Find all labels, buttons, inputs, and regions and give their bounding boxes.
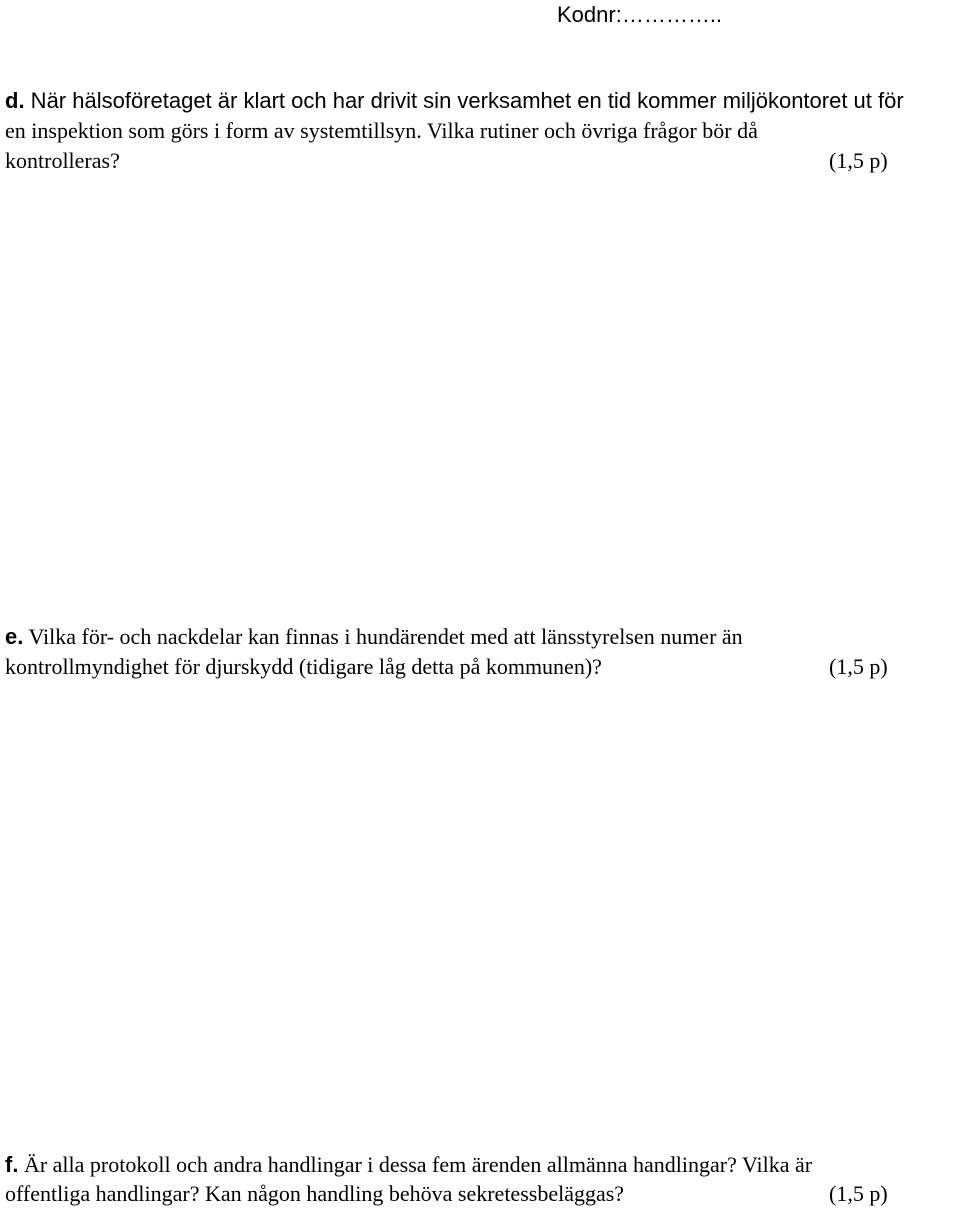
question-d-points: (1,5 p) [829, 148, 888, 173]
question-e-line-2 [5, 652, 945, 682]
question-d-line-1 [5, 86, 945, 116]
question-f-line-1 [5, 1150, 945, 1179]
question-d-line-3 [5, 146, 945, 176]
question-d-letter: d. [5, 88, 25, 113]
question-d-text-2: en inspektion som görs i form av systemtillsyn. Vilka rutiner och övriga frågor bör då [5, 118, 758, 143]
question-f-letter: f. [5, 1152, 19, 1177]
question-f-line-2 [5, 1179, 945, 1208]
question-e-points: (1,5 p) [829, 654, 888, 679]
question-e-text-2: kontrollmyndighet för djurskydd (tidigare låg detta på kommunen)? [5, 654, 602, 679]
kodnr-label: Kodnr:………….. [557, 2, 723, 27]
question-e-text-1: Vilka för- och nackdelar kan finnas i hundärendet med att länsstyrelsen numer än [23, 624, 743, 649]
question-f-text-2: offentliga handlingar? Kan någon handling behöva sekretessbeläggas? [5, 1181, 625, 1206]
question-d [5, 86, 945, 176]
question-f [5, 1150, 945, 1208]
question-d-text-3: kontrolleras? [5, 148, 120, 173]
question-d-line-2 [5, 116, 945, 146]
question-e-line-1 [5, 622, 945, 652]
question-e-letter: e. [5, 624, 24, 649]
question-d-text-1: När hälsoföretaget är klart och har drivit sin verksamhet en tid kommer miljökontoret ut för [24, 88, 904, 113]
question-e [5, 622, 945, 682]
question-f-text-1: Är alla protokoll och andra handlingar i dessa fem ärenden allmänna handlingar? Vilka är [18, 1152, 813, 1177]
question-f-points: (1,5 p) [829, 1181, 888, 1206]
